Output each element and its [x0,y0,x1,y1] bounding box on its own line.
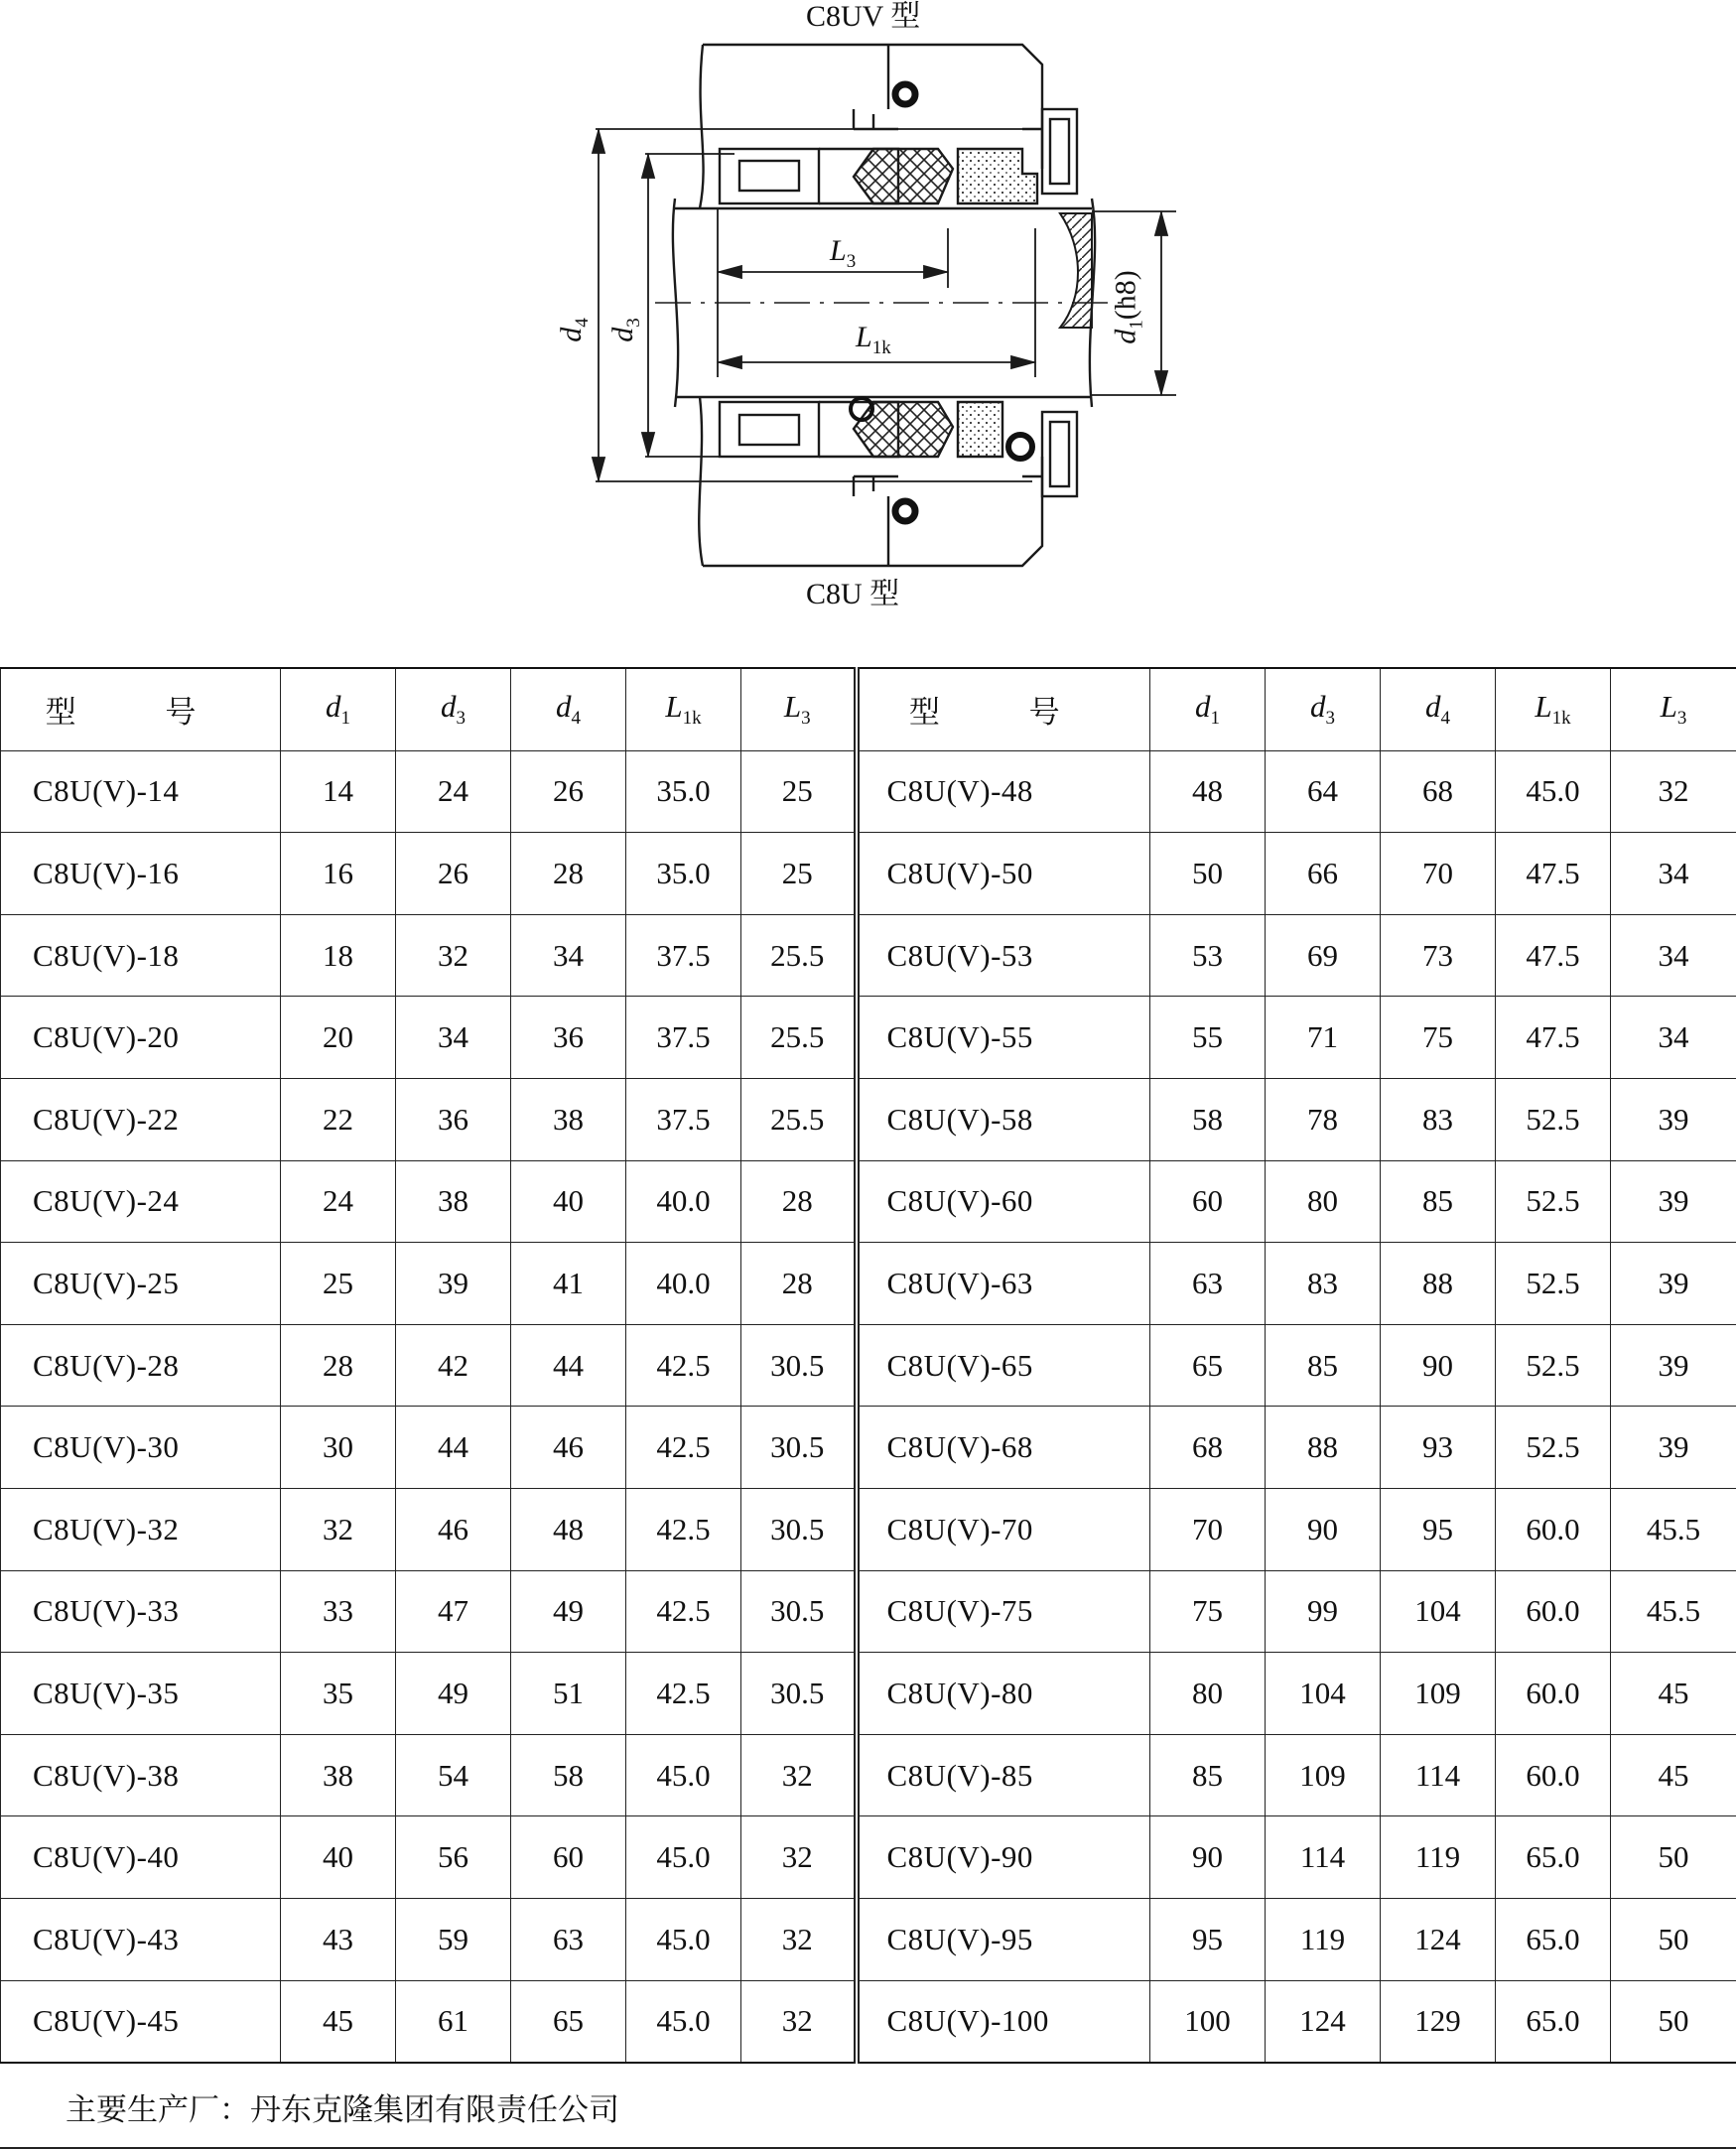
value-cell: 43 [281,1898,396,1980]
model-cell: C8U(V)-90 [857,1816,1150,1899]
model-cell: C8U(V)-65 [857,1324,1150,1407]
seal-cross-section-svg [0,0,1736,635]
value-cell: 50 [1611,1816,1736,1899]
value-cell: 35.0 [626,750,741,833]
value-cell: 36 [396,1078,511,1160]
model-cell: C8U(V)-28 [1,1324,281,1407]
header-d3-right: $d_3$ [1266,668,1381,750]
value-cell: 40.0 [626,1243,741,1325]
value-cell: 30.5 [741,1488,857,1570]
value-cell: 28 [741,1243,857,1325]
table-header-row [1,668,1736,750]
value-cell: 39 [1611,1078,1736,1160]
value-cell: 18 [281,914,396,997]
value-cell: 104 [1266,1653,1381,1735]
value-cell: 32 [281,1488,396,1570]
table-row [1,1734,1736,1816]
value-cell: 65 [1150,1324,1266,1407]
value-cell: 28 [511,833,626,915]
value-cell: 80 [1266,1160,1381,1243]
dimension-d1-h8-label: $d_1(h8)$ [1109,270,1147,344]
value-cell: 25.5 [741,1078,857,1160]
model-cell: C8U(V)-100 [857,1980,1150,2063]
header-d4-right: $d_4$ [1381,668,1496,750]
table-row [1,1407,1736,1489]
model-cell: C8U(V)-63 [857,1243,1150,1325]
value-cell: 58 [511,1734,626,1816]
value-cell: 28 [741,1160,857,1243]
value-cell: 42 [396,1324,511,1407]
header-model: 型 号 [1,668,281,750]
table-row [1,1160,1736,1243]
value-cell: 40 [281,1816,396,1899]
value-cell: 34 [511,914,626,997]
c8uv-type-label: C8UV 型 [806,0,921,33]
value-cell: 50 [1611,1980,1736,2063]
value-cell: 124 [1381,1898,1496,1980]
value-cell: 39 [1611,1324,1736,1407]
value-cell: 37.5 [626,914,741,997]
value-cell: 42.5 [626,1324,741,1407]
value-cell: 25.5 [741,914,857,997]
value-cell: 109 [1266,1734,1381,1816]
model-cell: C8U(V)-43 [1,1898,281,1980]
value-cell: 32 [396,914,511,997]
value-cell: 32 [741,1898,857,1980]
header-d4: $d_4$ [511,668,626,750]
header-d1: $d_1$ [281,668,396,750]
table-row [1,1816,1736,1899]
table-row [1,1243,1736,1325]
model-cell: C8U(V)-14 [1,750,281,833]
c8u-type-label: C8U 型 [806,578,900,610]
value-cell: 42.5 [626,1653,741,1735]
value-cell: 45.5 [1611,1570,1736,1653]
value-cell: 64 [1266,750,1381,833]
value-cell: 16 [281,833,396,915]
value-cell: 58 [1150,1078,1266,1160]
header-L3: $L_3$ [741,668,857,750]
value-cell: 83 [1381,1078,1496,1160]
value-cell: 30 [281,1407,396,1489]
value-cell: 46 [396,1488,511,1570]
value-cell: 39 [1611,1407,1736,1489]
value-cell: 50 [1611,1898,1736,1980]
value-cell: 45.0 [626,1898,741,1980]
value-cell: 26 [396,833,511,915]
value-cell: 73 [1381,914,1496,997]
value-cell: 124 [1266,1980,1381,2063]
value-cell: 34 [1611,833,1736,915]
value-cell: 34 [1611,914,1736,997]
value-cell: 39 [396,1243,511,1325]
table-row [1,833,1736,915]
value-cell: 46 [511,1407,626,1489]
header-L1k: $L_{1k}$ [626,668,741,750]
value-cell: 60 [511,1816,626,1899]
value-cell: 25.5 [741,997,857,1079]
value-cell: 114 [1381,1734,1496,1816]
table-row [1,1488,1736,1570]
value-cell: 85 [1381,1160,1496,1243]
value-cell: 85 [1150,1734,1266,1816]
value-cell: 26 [511,750,626,833]
value-cell: 78 [1266,1078,1381,1160]
value-cell: 129 [1381,1980,1496,2063]
value-cell: 114 [1266,1816,1381,1899]
value-cell: 39 [1611,1243,1736,1325]
value-cell: 34 [1611,997,1736,1079]
value-cell: 45.0 [626,1816,741,1899]
value-cell: 104 [1381,1570,1496,1653]
dimension-d3-label: $d_3$ [605,318,644,342]
value-cell: 33 [281,1570,396,1653]
value-cell: 83 [1266,1243,1381,1325]
value-cell: 60.0 [1496,1570,1611,1653]
header-d1-right: $d_1$ [1150,668,1266,750]
value-cell: 49 [511,1570,626,1653]
value-cell: 60.0 [1496,1653,1611,1735]
value-cell: 61 [396,1980,511,2063]
value-cell: 42.5 [626,1488,741,1570]
value-cell: 53 [1150,914,1266,997]
value-cell: 44 [396,1407,511,1489]
value-cell: 99 [1266,1570,1381,1653]
value-cell: 50 [1150,833,1266,915]
value-cell: 95 [1381,1488,1496,1570]
model-cell: C8U(V)-33 [1,1570,281,1653]
value-cell: 39 [1611,1160,1736,1243]
dimension-d4-label: $d_4$ [554,318,593,342]
value-cell: 66 [1266,833,1381,915]
value-cell: 75 [1381,997,1496,1079]
table-row [1,997,1736,1079]
table-row [1,1570,1736,1653]
value-cell: 28 [281,1324,396,1407]
value-cell: 75 [1150,1570,1266,1653]
table-body [1,750,1736,2063]
model-cell: C8U(V)-68 [857,1407,1150,1489]
value-cell: 25 [281,1243,396,1325]
value-cell: 49 [396,1653,511,1735]
value-cell: 119 [1266,1898,1381,1980]
value-cell: 34 [396,997,511,1079]
value-cell: 63 [1150,1243,1266,1325]
value-cell: 65.0 [1496,1816,1611,1899]
value-cell: 32 [741,1980,857,2063]
value-cell: 35 [281,1653,396,1735]
value-cell: 90 [1381,1324,1496,1407]
value-cell: 70 [1381,833,1496,915]
value-cell: 30.5 [741,1324,857,1407]
value-cell: 25 [741,750,857,833]
model-cell: C8U(V)-60 [857,1160,1150,1243]
value-cell: 36 [511,997,626,1079]
value-cell: 40.0 [626,1160,741,1243]
value-cell: 52.5 [1496,1407,1611,1489]
model-cell: C8U(V)-45 [1,1980,281,2063]
model-cell: C8U(V)-38 [1,1734,281,1816]
value-cell: 52.5 [1496,1243,1611,1325]
value-cell: 47 [396,1570,511,1653]
model-cell: C8U(V)-35 [1,1653,281,1735]
value-cell: 47.5 [1496,997,1611,1079]
value-cell: 45.5 [1611,1488,1736,1570]
value-cell: 24 [281,1160,396,1243]
dimension-L1k-label: $L_{1k}$ [856,321,891,358]
value-cell: 90 [1150,1816,1266,1899]
table-row [1,914,1736,997]
value-cell: 20 [281,997,396,1079]
model-cell: C8U(V)-75 [857,1570,1150,1653]
value-cell: 52.5 [1496,1078,1611,1160]
table-row [1,1653,1736,1735]
model-cell: C8U(V)-40 [1,1816,281,1899]
model-cell: C8U(V)-58 [857,1078,1150,1160]
value-cell: 100 [1150,1980,1266,2063]
model-cell: C8U(V)-24 [1,1160,281,1243]
table-row [1,750,1736,833]
value-cell: 88 [1266,1407,1381,1489]
value-cell: 88 [1381,1243,1496,1325]
model-cell: C8U(V)-55 [857,997,1150,1079]
model-cell: C8U(V)-50 [857,833,1150,915]
value-cell: 65 [511,1980,626,2063]
model-cell: C8U(V)-20 [1,997,281,1079]
value-cell: 47.5 [1496,914,1611,997]
model-cell: C8U(V)-22 [1,1078,281,1160]
model-cell: C8U(V)-80 [857,1653,1150,1735]
table-row [1,1324,1736,1407]
table-row [1,1078,1736,1160]
value-cell: 30.5 [741,1653,857,1735]
value-cell: 68 [1381,750,1496,833]
value-cell: 109 [1381,1653,1496,1735]
value-cell: 51 [511,1653,626,1735]
value-cell: 38 [281,1734,396,1816]
value-cell: 24 [396,750,511,833]
value-cell: 63 [511,1898,626,1980]
model-cell: C8U(V)-18 [1,914,281,997]
value-cell: 95 [1150,1898,1266,1980]
value-cell: 48 [511,1488,626,1570]
value-cell: 30.5 [741,1407,857,1489]
value-cell: 52.5 [1496,1160,1611,1243]
model-cell: C8U(V)-85 [857,1734,1150,1816]
value-cell: 56 [396,1816,511,1899]
model-cell: C8U(V)-95 [857,1898,1150,1980]
value-cell: 45.0 [626,1980,741,2063]
value-cell: 93 [1381,1407,1496,1489]
model-cell: C8U(V)-32 [1,1488,281,1570]
seal-dimension-table [0,667,1736,2064]
value-cell: 45 [281,1980,396,2063]
value-cell: 32 [1611,750,1736,833]
header-d3: $d_3$ [396,668,511,750]
value-cell: 54 [396,1734,511,1816]
value-cell: 35.0 [626,833,741,915]
value-cell: 70 [1150,1488,1266,1570]
model-cell: C8U(V)-70 [857,1488,1150,1570]
model-cell: C8U(V)-30 [1,1407,281,1489]
value-cell: 38 [396,1160,511,1243]
value-cell: 45 [1611,1734,1736,1816]
value-cell: 25 [741,833,857,915]
value-cell: 69 [1266,914,1381,997]
value-cell: 42.5 [626,1570,741,1653]
value-cell: 14 [281,750,396,833]
value-cell: 32 [741,1734,857,1816]
value-cell: 71 [1266,997,1381,1079]
value-cell: 42.5 [626,1407,741,1489]
value-cell: 40 [511,1160,626,1243]
value-cell: 44 [511,1324,626,1407]
value-cell: 45 [1611,1653,1736,1735]
value-cell: 60 [1150,1160,1266,1243]
value-cell: 65.0 [1496,1980,1611,2063]
value-cell: 60.0 [1496,1734,1611,1816]
value-cell: 55 [1150,997,1266,1079]
value-cell: 45.0 [1496,750,1611,833]
table-row [1,1898,1736,1980]
bottom-rule [0,2147,1736,2149]
model-cell: C8U(V)-16 [1,833,281,915]
value-cell: 90 [1266,1488,1381,1570]
seal-drawing [0,0,1736,635]
table-row [1,1980,1736,2063]
value-cell: 37.5 [626,997,741,1079]
model-cell: C8U(V)-48 [857,750,1150,833]
value-cell: 38 [511,1078,626,1160]
value-cell: 30.5 [741,1570,857,1653]
value-cell: 80 [1150,1653,1266,1735]
header-model-right: 型 号 [857,668,1150,750]
manufacturer-note: 主要生产厂：丹东克隆集团有限责任公司 [66,2092,619,2128]
value-cell: 47.5 [1496,833,1611,915]
value-cell: 65.0 [1496,1898,1611,1980]
value-cell: 48 [1150,750,1266,833]
value-cell: 60.0 [1496,1488,1611,1570]
value-cell: 41 [511,1243,626,1325]
value-cell: 59 [396,1898,511,1980]
header-L1k-right: $L_{1k}$ [1496,668,1611,750]
value-cell: 119 [1381,1816,1496,1899]
header-L3-right: $L_3$ [1611,668,1736,750]
value-cell: 85 [1266,1324,1381,1407]
dimension-L3-label: $L_3$ [830,234,857,272]
value-cell: 68 [1150,1407,1266,1489]
value-cell: 32 [741,1816,857,1899]
model-cell: C8U(V)-53 [857,914,1150,997]
value-cell: 52.5 [1496,1324,1611,1407]
model-cell: C8U(V)-25 [1,1243,281,1325]
value-cell: 37.5 [626,1078,741,1160]
value-cell: 22 [281,1078,396,1160]
value-cell: 45.0 [626,1734,741,1816]
